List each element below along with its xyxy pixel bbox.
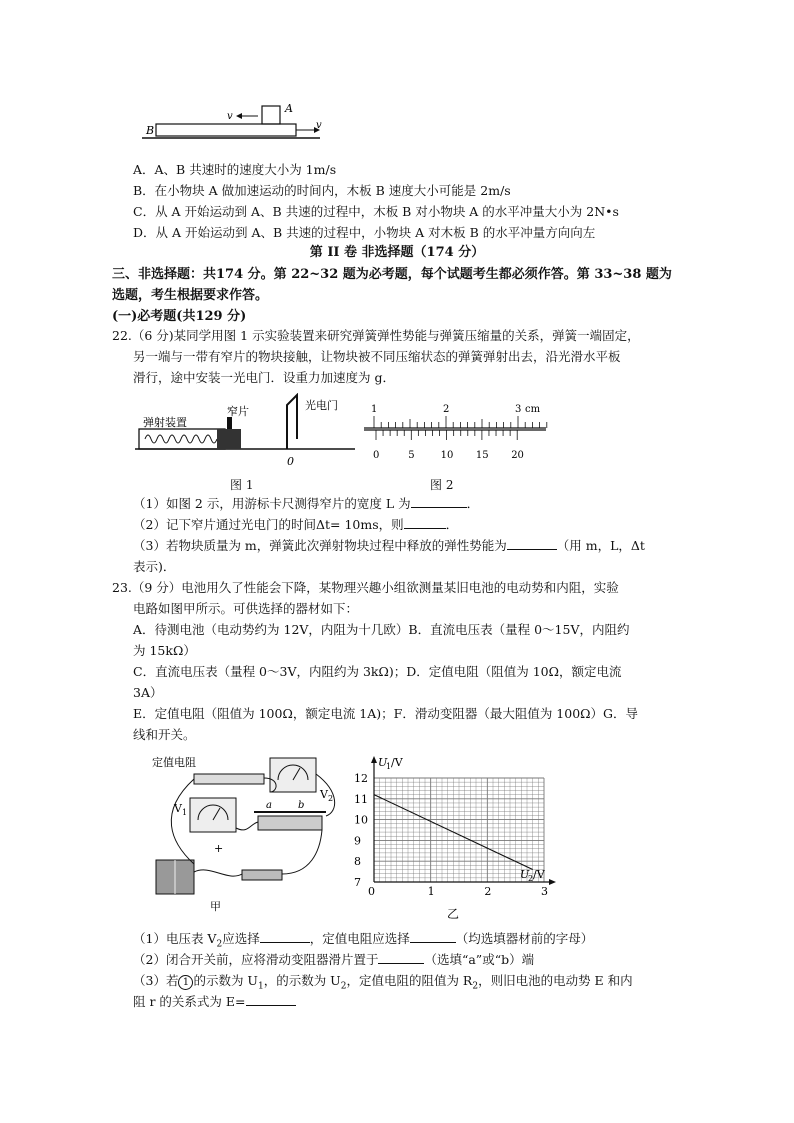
figure-1-caption: 图 1 bbox=[230, 478, 254, 492]
x-tick-label: 1 bbox=[427, 885, 435, 898]
label-a: A bbox=[285, 102, 293, 115]
device-label: 弹射装置 bbox=[143, 416, 187, 429]
answer-blank[interactable] bbox=[378, 950, 424, 964]
y-tick-label: 9 bbox=[354, 834, 361, 848]
y-axis-label-sub: 1 bbox=[386, 762, 392, 771]
q23-sub2-text: （2）闭合开关前，应将滑动变阻器滑片置于 bbox=[133, 952, 379, 967]
rheostat-a-label: a bbox=[266, 800, 272, 811]
q23-line6: 3A） bbox=[133, 685, 163, 700]
block-with-slit bbox=[217, 429, 241, 449]
launcher-box bbox=[139, 429, 225, 449]
q23-sub3-text2: 的示数为 U bbox=[193, 973, 258, 988]
origin-label: 0 bbox=[287, 455, 294, 468]
photogate-icon bbox=[287, 395, 297, 449]
q22-sub3-cont: 表示)． bbox=[133, 559, 176, 574]
q22-sub3 bbox=[133, 536, 645, 556]
vernier-tick-label: 20 bbox=[511, 450, 524, 461]
y-tick-label: 8 bbox=[354, 855, 361, 869]
q23-sub3-text4: ，定值电阻的阻值为 R bbox=[346, 973, 473, 988]
required-heading: (一)必考题(共129 分) bbox=[112, 309, 247, 324]
answer-blank[interactable] bbox=[411, 494, 467, 508]
plus-label: + bbox=[214, 842, 224, 855]
q23-line5: C．直流电压表（量程 0～3V，内阻约为 3kΩ)；D．定值电阻（阻值为 10Ω，额定电流 bbox=[133, 664, 622, 679]
x-tick-label: 3 bbox=[541, 885, 548, 898]
arrow-left-icon bbox=[236, 113, 242, 119]
figure-1-launcher bbox=[133, 393, 358, 473]
q23-sub2-text2: （选填“a”或“b）端 bbox=[424, 952, 535, 967]
figure-2-vernier bbox=[360, 400, 550, 472]
option-d: D．从 A 开始运动到 A、B 共速的过程中，小物块 A 对木板 B 的水平冲量方向向左 bbox=[133, 225, 596, 240]
unit-label: cm bbox=[525, 404, 541, 415]
q23-sub2 bbox=[133, 950, 534, 970]
slit-label: 窄片 bbox=[227, 405, 249, 418]
y-tick-label: 11 bbox=[354, 792, 368, 806]
resistor-icon bbox=[194, 774, 264, 784]
yi-caption: 乙 bbox=[447, 907, 460, 921]
q22-sub3-text: （3）若物块质量为 m，弹簧此次弹射物块过程中释放的弹性势能为 bbox=[133, 538, 507, 553]
q23-sub3-text: （3）若 bbox=[133, 973, 179, 988]
q23-sub1-text4: （均选填器材前的字母） bbox=[455, 931, 594, 946]
voltmeter-v1-icon bbox=[190, 798, 236, 832]
x-axis-arrow-icon bbox=[549, 879, 556, 885]
top-figure bbox=[130, 100, 330, 142]
y-tick-label: 7 bbox=[354, 876, 361, 889]
q23-sub1-text: （1）电压表 V bbox=[133, 931, 217, 946]
option-a: A．A、B 共速时的速度大小为 1m/s bbox=[133, 162, 337, 177]
q23-sub3-text6: 阻 r 的关系式为 E= bbox=[133, 994, 246, 1009]
part2-title: 第 II 卷 非选择题（174 分） bbox=[309, 245, 485, 260]
figure-yi-graph bbox=[352, 752, 562, 922]
v2-label-sub: 2 bbox=[328, 794, 334, 803]
y-tick-label: 10 bbox=[354, 813, 368, 827]
u1-sub: 1 bbox=[257, 981, 264, 992]
q23-line3: A．待测电池（电动势约为 12V，内阻为十几欧）B．直流电压表（量程 0～15V，内阻约 bbox=[133, 622, 630, 637]
figure-2-caption: 图 2 bbox=[430, 478, 454, 492]
v1-label-sub: 1 bbox=[182, 808, 188, 817]
q23-sub1-text3: ，定值电阻应选择 bbox=[309, 931, 410, 946]
spring-icon bbox=[145, 435, 217, 443]
board-b bbox=[156, 124, 296, 136]
main-tick-label: 1 bbox=[371, 404, 378, 415]
x-axis-label: U bbox=[520, 868, 530, 881]
q22-line3: 滑行，途中安装一光电门．设重力加速度为 g． bbox=[133, 370, 395, 385]
q23-sub1-text2: 应选择 bbox=[222, 931, 260, 946]
vernier-tick-label: 0 bbox=[373, 450, 380, 461]
q23-line8: 线和开关。 bbox=[133, 727, 196, 742]
q23-sub1-sub: 2 bbox=[216, 939, 223, 950]
resistor-label: 定值电阻 bbox=[152, 756, 196, 769]
circled-one-icon: 1 bbox=[178, 975, 193, 990]
vernier-tick-label: 15 bbox=[475, 450, 489, 461]
q22-sub2-text: （2）记下窄片通过光电门的时间Δt= 10ms，则 bbox=[133, 517, 404, 532]
voltmeter-v2-icon bbox=[270, 758, 316, 792]
r2-sub: 2 bbox=[472, 981, 479, 992]
x-axis-label-sub: 2 bbox=[528, 874, 534, 883]
block-a bbox=[262, 106, 280, 124]
y-axis-label: U bbox=[378, 756, 388, 769]
y-tick-label: 12 bbox=[354, 772, 368, 785]
q23-line4: 为 15kΩ） bbox=[133, 643, 196, 658]
answer-blank[interactable] bbox=[410, 929, 456, 943]
q23-line7: E．定值电阻（阻值为 100Ω，额定电流 1A)；F．滑动变阻器（最大阻值为 100Ω）G．导 bbox=[133, 706, 639, 721]
option-b: B．在小物块 A 做加速运动的时间内，木板 B 速度大小可能是 2m/s bbox=[133, 183, 511, 198]
q23-line1: 23.（9 分）电池用久了性能会下降，某物理兴趣小组欲测量某旧电池的电动势和内阻，实验 bbox=[112, 580, 619, 595]
rheostat-icon bbox=[258, 816, 322, 830]
vernier-tick-label: 5 bbox=[408, 450, 415, 461]
slit-icon bbox=[227, 417, 232, 429]
q22-sub1: （1）如图 2 示，用游标卡尺测得窄片的宽度 L 为 ． bbox=[133, 496, 480, 511]
main-tick-label: 3 bbox=[515, 404, 522, 415]
answer-blank[interactable] bbox=[507, 536, 557, 550]
v2-label: V bbox=[320, 788, 328, 801]
u2-sub: 2 bbox=[340, 981, 347, 992]
switch-icon bbox=[242, 870, 282, 880]
gate-label: 光电门 bbox=[305, 399, 338, 412]
x-tick-label: 0 bbox=[368, 885, 375, 898]
q23-sub3-text5: ，则旧电池的电动势 E 和内 bbox=[478, 973, 633, 988]
rheostat-b-label: b bbox=[298, 800, 305, 811]
y-axis-label-unit: /V bbox=[391, 756, 403, 769]
q22-line1: 22.（6 分)某同学用图 1 示实验装置来研究弹簧弹性势能与弹簧压缩量的关系，弹簧一端固定， bbox=[112, 328, 640, 343]
jia-caption: 甲 bbox=[210, 900, 221, 912]
label-v-left: v bbox=[227, 111, 233, 122]
v1-label: V bbox=[174, 802, 182, 815]
y-axis-arrow-icon bbox=[371, 756, 377, 763]
answer-blank[interactable] bbox=[404, 515, 446, 529]
q22-sub3-note: （用 m，L，Δt bbox=[556, 538, 645, 553]
main-tick-label: 2 bbox=[443, 404, 450, 415]
q22-sub2: （2）记下窄片通过光电门的时间Δt= 10ms，则 ． bbox=[133, 517, 459, 532]
vernier-tick-label: 10 bbox=[440, 450, 454, 461]
answer-blank[interactable] bbox=[260, 929, 310, 943]
figure-jia-circuit bbox=[150, 752, 350, 912]
x-tick-label: 2 bbox=[484, 885, 492, 898]
section3-line1: 三、非选择题：共174 分。第 22~32 题为必考题，每个试题考生都必须作答。第 33~38 题为 bbox=[112, 267, 672, 282]
q23-line2: 电路如图甲所示。可供选择的器材如下： bbox=[133, 601, 359, 616]
q22-sub1-text: （1）如图 2 示，用游标卡尺测得窄片的宽度 L 为 bbox=[133, 496, 411, 511]
label-v-right: v bbox=[316, 120, 322, 131]
option-c: C．从 A 开始运动到 A、B 共速的过程中，木板 B 对小物块 A 的水平冲量大小为 2N•s bbox=[133, 204, 619, 219]
label-b: B bbox=[146, 124, 155, 137]
section3-line2: 选题，考生根据要求作答。 bbox=[112, 288, 269, 303]
q22-line2: 另一端与一带有窄片的物块接触，让物块被不同压缩状态的弹簧弹射出去，沿光滑水平板 bbox=[133, 349, 621, 364]
q23-sub3-cont bbox=[133, 992, 296, 1012]
answer-blank[interactable] bbox=[246, 992, 296, 1006]
x-axis-label-unit: /V bbox=[533, 868, 545, 881]
q23-sub3-text3: ，的示数为 U bbox=[263, 973, 341, 988]
